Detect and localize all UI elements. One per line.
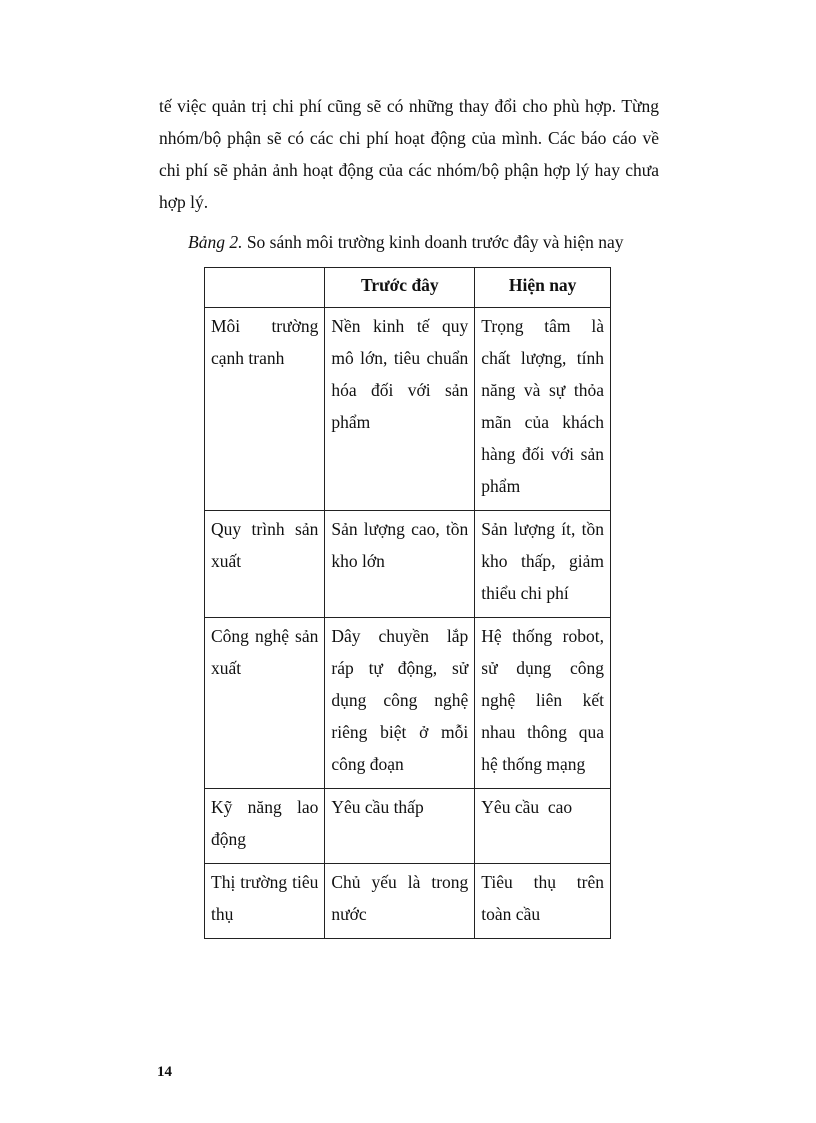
cell-line: Sản lượng cao, tồn: [331, 519, 469, 539]
paragraph-line: hợp lý.: [159, 192, 209, 212]
before-cell: [325, 308, 475, 511]
criterion-cell: [205, 618, 325, 789]
table-row: [205, 789, 611, 864]
table-caption-label: Bảng 2.: [188, 232, 243, 252]
cell-line: mô lớn, tiêu chuẩn: [331, 348, 469, 368]
cell-line: Quy trình sản: [211, 519, 319, 539]
cell-line: hàng đối với sản: [481, 444, 604, 464]
paragraph-line: nhóm/bộ phận sẽ có các chi phí hoạt động của mình. Các báo cáo về: [159, 128, 659, 148]
cell-line: Công nghệ sản: [211, 626, 319, 646]
now-cell: [475, 511, 611, 618]
now-cell: [475, 864, 611, 939]
cell-line: dụng công nghệ: [331, 690, 469, 710]
cell-line: công đoạn: [331, 754, 404, 774]
table-caption-text: So sánh môi trường kinh doanh trước đây và hiện nay: [246, 232, 624, 252]
cell-line: hóa đối với sản: [331, 380, 469, 400]
table-header-row: [205, 268, 611, 308]
cell-line: Thị trường tiêu: [211, 872, 319, 892]
cell-line: Kỹ năng lao: [211, 797, 319, 817]
cell-line: nhau thông qua: [481, 722, 604, 742]
cell-line: toàn cầu: [481, 904, 541, 924]
header-cell-empty: [205, 268, 325, 308]
before-cell: [325, 511, 475, 618]
criterion-cell: [205, 511, 325, 618]
cell-line: cạnh tranh: [211, 348, 285, 368]
cell-line: phẩm: [331, 412, 371, 432]
cell-line: Nền kinh tế quy: [331, 316, 469, 336]
criterion-cell: [205, 308, 325, 511]
cell-line: thụ: [211, 904, 234, 924]
cell-line: xuất: [211, 551, 242, 571]
cell-line: động: [211, 829, 246, 849]
cell-line: năng và sự thỏa: [481, 380, 604, 400]
paragraph-line: chi phí sẽ phản ảnh hoạt động của các nhóm/bộ phận hợp lý hay chưa: [159, 160, 659, 180]
cell-line: Chủ yếu là trong: [331, 872, 469, 892]
cell-line: Tiêu thụ trên: [481, 872, 604, 892]
table-row: [205, 308, 611, 511]
now-cell: [475, 789, 611, 864]
cell-line: Yêu cầu cao: [481, 797, 573, 817]
before-cell: [325, 618, 475, 789]
cell-line: Trọng tâm là: [481, 316, 604, 336]
cell-line: Hệ thống robot,: [481, 626, 604, 646]
cell-line: nghệ liên kết: [481, 690, 604, 710]
cell-line: nước: [331, 904, 367, 924]
header-cell-before: Trước đây: [325, 268, 475, 308]
header-cell-now: Hiện nay: [475, 268, 611, 308]
cell-line: riêng biệt ở mỗi: [331, 722, 469, 742]
now-cell: [475, 308, 611, 511]
cell-line: kho thấp, giảm: [481, 551, 604, 571]
body-paragraph: [159, 90, 659, 218]
now-cell: [475, 618, 611, 789]
cell-line: Yêu cầu thấp: [331, 797, 424, 817]
cell-line: Môi trường: [211, 316, 319, 336]
table-row: [205, 618, 611, 789]
cell-line: Dây chuyền lắp: [331, 626, 469, 646]
cell-line: xuất: [211, 658, 242, 678]
cell-line: chất lượng, tính: [481, 348, 604, 368]
cell-line: ráp tự động, sử: [331, 658, 469, 678]
before-cell: [325, 789, 475, 864]
criterion-cell: [205, 789, 325, 864]
cell-line: Sản lượng ít, tồn: [481, 519, 604, 539]
cell-line: kho lớn: [331, 551, 385, 571]
cell-line: hệ thống mạng: [481, 754, 586, 774]
paragraph-line: tế việc quản trị chi phí cũng sẽ có những thay đổi cho phù hợp. Từng: [159, 96, 659, 116]
cell-line: phẩm: [481, 476, 521, 496]
table-caption: [188, 226, 624, 258]
table-row: [205, 511, 611, 618]
before-cell: [325, 864, 475, 939]
cell-line: sử dụng công: [481, 658, 604, 678]
cell-line: thiểu chi phí: [481, 583, 569, 603]
comparison-table: [204, 267, 611, 939]
page-number: 14: [157, 1064, 172, 1080]
cell-line: mãn của khách: [481, 412, 604, 432]
criterion-cell: [205, 864, 325, 939]
table-row: [205, 864, 611, 939]
